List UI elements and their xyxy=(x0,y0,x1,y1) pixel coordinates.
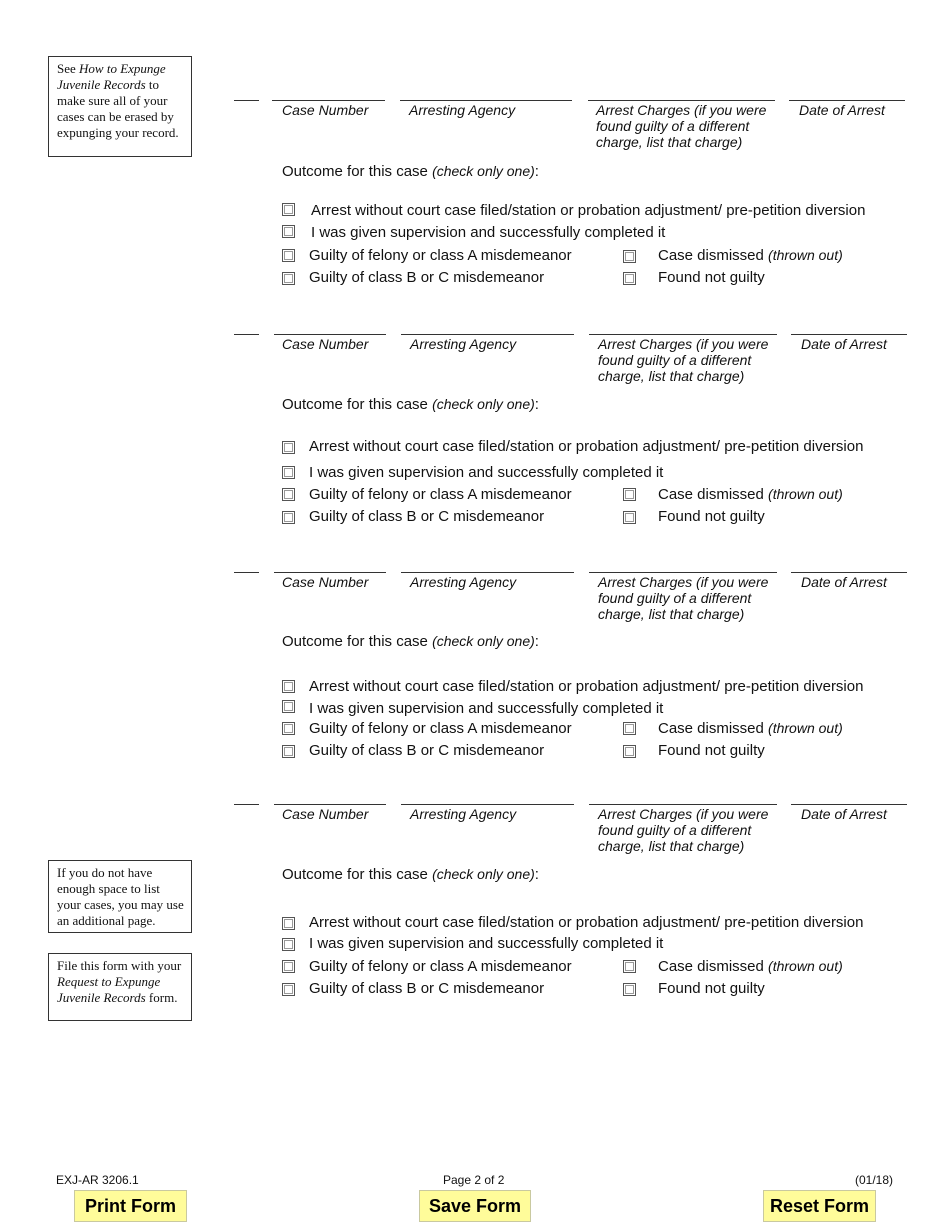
not-guilty-checkbox[interactable] xyxy=(623,983,636,996)
date-of-arrest-field[interactable] xyxy=(791,804,907,805)
case-dismissed-checkbox[interactable] xyxy=(623,250,636,263)
case-dismissed-checkbox[interactable] xyxy=(623,722,636,735)
not-guilty-label: Found not guilty xyxy=(658,269,765,286)
case-number-label: Case Number xyxy=(282,806,369,822)
guilty-bc-label: Guilty of class B or C misdemeanor xyxy=(309,508,545,525)
arrest-without-label: Arrest without court case filed/station or probation adjustment/ pre-petition diversion xyxy=(311,202,866,219)
date-of-arrest-label: Date of Arrest xyxy=(801,336,887,352)
date-of-arrest-field[interactable] xyxy=(789,100,905,101)
arrest-charges-label: Arrest Charges (if you were found guilty of a different charge, list that charge) xyxy=(598,806,769,854)
supervision-checkbox[interactable] xyxy=(282,466,295,479)
supervision-label: I was given supervision and successfully completed it xyxy=(311,224,666,241)
case-dismissed-label: Case dismissed (thrown out) xyxy=(658,958,843,975)
case-dismissed-label: Case dismissed (thrown out) xyxy=(658,486,843,503)
arresting-agency-label: Arresting Agency xyxy=(410,574,517,590)
supervision-checkbox[interactable] xyxy=(282,700,295,713)
case-number-label: Case Number xyxy=(282,574,369,590)
arrest-without-label: Arrest without court case filed/station or probation adjustment/ pre-petition diversion xyxy=(309,438,864,455)
form-id: EXJ-AR 3206.1 xyxy=(56,1173,139,1187)
case-marker xyxy=(234,804,259,805)
guilty-felony-checkbox[interactable] xyxy=(282,960,295,973)
arresting-agency-label: Arresting Agency xyxy=(409,102,516,118)
supervision-label: I was given supervision and successfully completed it xyxy=(309,700,664,717)
guilty-bc-label: Guilty of class B or C misdemeanor xyxy=(309,269,545,286)
case-marker xyxy=(234,572,259,573)
save-form-button[interactable]: Save Form xyxy=(419,1190,531,1222)
arresting-agency-field[interactable] xyxy=(401,572,574,573)
case-number-label: Case Number xyxy=(282,102,369,118)
not-guilty-label: Found not guilty xyxy=(658,980,765,997)
case-number-field[interactable] xyxy=(272,100,385,101)
case-number-field[interactable] xyxy=(274,572,386,573)
case-marker xyxy=(234,334,259,335)
guilty-bc-label: Guilty of class B or C misdemeanor xyxy=(309,742,545,759)
not-guilty-checkbox[interactable] xyxy=(623,745,636,758)
arresting-agency-label: Arresting Agency xyxy=(410,806,517,822)
arrest-without-label: Arrest without court case filed/station or probation adjustment/ pre-petition diversion xyxy=(309,678,864,695)
date-of-arrest-label: Date of Arrest xyxy=(799,102,885,118)
case-marker xyxy=(234,100,259,101)
not-guilty-label: Found not guilty xyxy=(658,742,765,759)
supervision-checkbox[interactable] xyxy=(282,225,295,238)
outcome-heading: Outcome for this case (check only one): xyxy=(282,633,539,650)
case-dismissed-checkbox[interactable] xyxy=(623,960,636,973)
case-dismissed-label: Case dismissed (thrown out) xyxy=(658,247,843,264)
guilty-felony-checkbox[interactable] xyxy=(282,249,295,262)
arrest-without-checkbox[interactable] xyxy=(282,203,295,216)
guilty-bc-checkbox[interactable] xyxy=(282,745,295,758)
page-number: Page 2 of 2 xyxy=(443,1173,505,1187)
guilty-bc-label: Guilty of class B or C misdemeanor xyxy=(309,980,545,997)
guilty-felony-label: Guilty of felony or class A misdemeanor xyxy=(309,720,572,737)
arrest-without-checkbox[interactable] xyxy=(282,441,295,454)
arresting-agency-field[interactable] xyxy=(401,804,574,805)
guilty-felony-label: Guilty of felony or class A misdemeanor xyxy=(309,247,572,264)
print-form-button[interactable]: Print Form xyxy=(74,1190,187,1222)
sidebar-note-expunge-guide: See How to Expunge Juvenile Records to make sure all of your cases can be erased by expunging your record. xyxy=(48,56,192,157)
guilty-bc-checkbox[interactable] xyxy=(282,272,295,285)
case-dismissed-checkbox[interactable] xyxy=(623,488,636,501)
guilty-felony-label: Guilty of felony or class A misdemeanor xyxy=(309,486,572,503)
arresting-agency-label: Arresting Agency xyxy=(410,336,517,352)
guilty-felony-label: Guilty of felony or class A misdemeanor xyxy=(309,958,572,975)
not-guilty-label: Found not guilty xyxy=(658,508,765,525)
guilty-felony-checkbox[interactable] xyxy=(282,722,295,735)
arrest-charges-field[interactable] xyxy=(588,100,775,101)
not-guilty-checkbox[interactable] xyxy=(623,272,636,285)
arrest-charges-field[interactable] xyxy=(589,572,777,573)
outcome-heading: Outcome for this case (check only one): xyxy=(282,866,539,883)
not-guilty-checkbox[interactable] xyxy=(623,511,636,524)
sidebar-note-additional-page: If you do not have enough space to list your cases, you may use an additional page. xyxy=(48,860,192,933)
arrest-without-checkbox[interactable] xyxy=(282,917,295,930)
supervision-checkbox[interactable] xyxy=(282,938,295,951)
supervision-label: I was given supervision and successfully completed it xyxy=(309,464,664,481)
reset-form-button[interactable]: Reset Form xyxy=(763,1190,876,1222)
arrest-charges-field[interactable] xyxy=(589,334,777,335)
arrest-charges-label: Arrest Charges (if you were found guilty of a different charge, list that charge) xyxy=(598,336,769,384)
supervision-label: I was given supervision and successfully completed it xyxy=(309,935,664,952)
date-of-arrest-label: Date of Arrest xyxy=(801,806,887,822)
form-revision: (01/18) xyxy=(855,1173,894,1187)
guilty-felony-checkbox[interactable] xyxy=(282,488,295,501)
arrest-charges-label: Arrest Charges (if you were found guilty of a different charge, list that charge) xyxy=(596,102,767,150)
arrest-without-label: Arrest without court case filed/station or probation adjustment/ pre-petition diversion xyxy=(309,914,864,931)
case-dismissed-label: Case dismissed (thrown out) xyxy=(658,720,843,737)
outcome-heading: Outcome for this case (check only one): xyxy=(282,396,539,413)
arresting-agency-field[interactable] xyxy=(401,334,574,335)
arrest-charges-field[interactable] xyxy=(589,804,777,805)
arresting-agency-field[interactable] xyxy=(400,100,572,101)
guilty-bc-checkbox[interactable] xyxy=(282,983,295,996)
case-number-field[interactable] xyxy=(274,334,386,335)
arrest-charges-label: Arrest Charges (if you were found guilty of a different charge, list that charge) xyxy=(598,574,769,622)
date-of-arrest-field[interactable] xyxy=(791,334,907,335)
date-of-arrest-field[interactable] xyxy=(791,572,907,573)
sidebar-note-file-with: File this form with your Request to Expunge Juvenile Records form. xyxy=(48,953,192,1021)
guilty-bc-checkbox[interactable] xyxy=(282,511,295,524)
case-number-field[interactable] xyxy=(274,804,386,805)
case-number-label: Case Number xyxy=(282,336,369,352)
date-of-arrest-label: Date of Arrest xyxy=(801,574,887,590)
outcome-heading: Outcome for this case (check only one): xyxy=(282,163,539,180)
arrest-without-checkbox[interactable] xyxy=(282,680,295,693)
